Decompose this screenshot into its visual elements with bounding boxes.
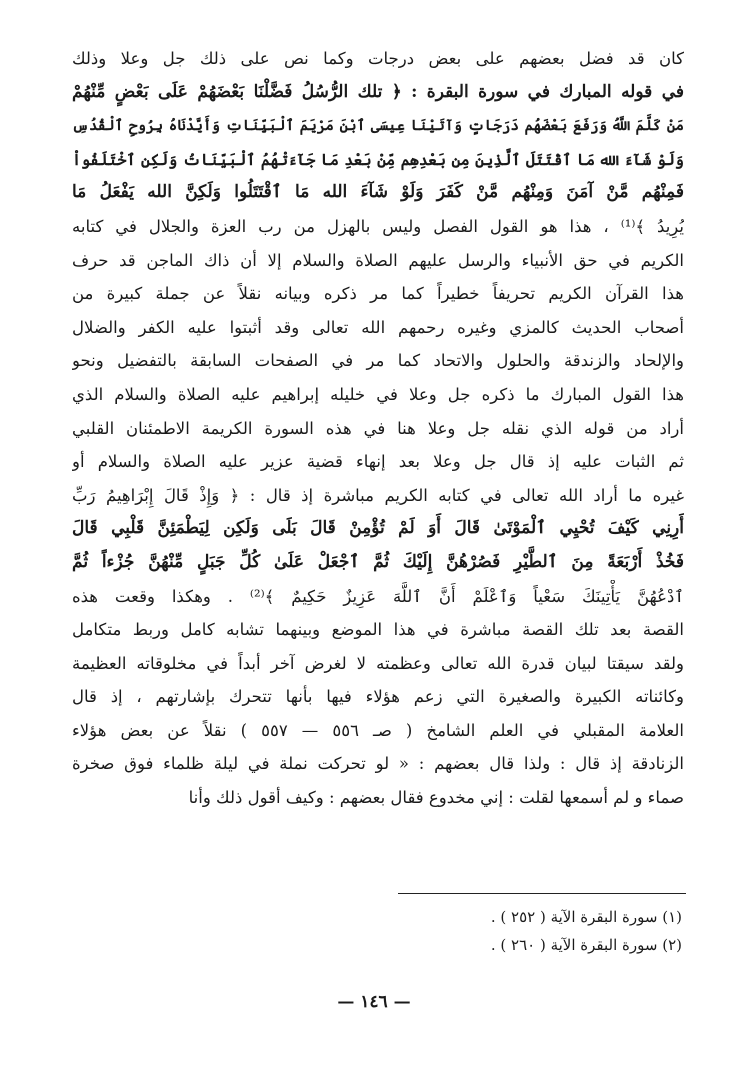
quran-verse-line: وَلَوْ شَآءَ الله مَا ٱقْتَتَلَ ٱلَّذِينَ مِن بَعْدِهِم مِّنْ بَعْدِ مَا جَآءَتْهُمُ ٱلْبَيِّنَاتُ وَلَكِنِ ٱخْتَلَفُواْ xyxy=(72,149,684,169)
quran-verse-line: فَخُذْ أَرْبَعَةً مِنَ ٱلطَّيْرِ فَصُرْهُنَّ إِلَيْكَ ثُمَّ ٱجْعَلْ عَلَىٰ كُلِّ جَبَلٍ مِّنْهُنَّ جُزْءاً ثُمَّ xyxy=(72,551,684,572)
text-line: أراد من قوله الذي نقله جل وعلا هنا في هذه السورة الكريمة الاطمئنان القلبي xyxy=(72,418,684,438)
text-line: العلامة المقبلي في العلم الشامخ ( صـ ٥٥٦ — ٥٥٧ ) نقلاً عن بعض هؤلاء xyxy=(72,720,684,740)
text-line: والإلحاد والزندقة والحلول والاتحاد كما مر في الصفحات السابقة بالتفضيل ونحو xyxy=(72,351,684,371)
page-number: — ١٤٦ — xyxy=(337,992,411,1012)
quran-verse-line: أَرِنِي كَيْفَ تُحْيِي ٱلْمَوْتَىٰ قَالَ أَوَ لَمْ تُؤْمِنْ قَالَ بَلَى وَلَكِن لِيَطْمَئِنَّ قَلْبِي قَالَ xyxy=(72,518,684,539)
text-line: أصحاب الحديث كالمزي وغيره رحمهم الله تعالى وقد أثبتوا عليه الكفر والضلال xyxy=(72,317,684,337)
quran-verse-line: في قوله المبارك في سورة البقرة : ﴿ تلك الرُّسُلُ فَضَّلْنَا بَعْضَهُمْ عَلَى بَعْضٍ مِّنْهُمْ xyxy=(72,81,684,102)
footnote-separator xyxy=(398,893,686,894)
text-line: ٱدْعُهُنَّ يَأْتِينَكَ سَعْياً وَٱعْلَمْ أَنَّ ٱللَّهَ عَزِيزٌ حَكِيمٌ ﴾⁽²⁾ . وهكذا وقعت هذه xyxy=(72,586,684,606)
footnote-2: (٢) سورة البقرة الآية ( ٢٦٠ ) . xyxy=(490,936,682,954)
text-line: ثم الثبات عليه إذ قال جل وعلا بعد إنهاء قضية عزير عليه الصلاة والسلام أو xyxy=(72,452,684,472)
text-line: كان قد فضل بعضهم على بعض درجات وكما نص على ذلك جل وعلا وذلك xyxy=(72,49,684,68)
text-line: هذا القرآن الكريم تحريفاً خطيراً كما مر ذكره وبيانه نقلاً عن جملة كبيرة من xyxy=(72,284,684,304)
quran-verse-line: مَنْ كَلَّمَ اللَّهُ وَرَفَعَ بَعْضَهُم دَرَجَاتٍ وَآتَيْنَا عِيسَى ٱبْنَ مَرْيَمَ ٱلْبَيِّنَاتِ وَأَيَّدْنَاهُ بِرُوحِ ٱلْقُدُسِ xyxy=(72,117,684,135)
text-line: الزنادقة إذ قال : ولذا قال بعضهم : « لو تحركت نملة في ليلة ظلماء فوق صخرة xyxy=(72,754,684,774)
text-line: غيره ما أراد الله تعالى في كتابه الكريم مباشرة إذ قال : ﴿ وَإِذْ قَالَ إِبْرَاهِيمُ رَبِّ xyxy=(72,485,684,505)
quran-verse-line: فَمِنْهُم مَّنْ آمَنَ وَمِنْهُم مَّنْ كَفَرَ وَلَوْ شَآءَ الله مَا ٱقْتَتَلُوا وَلَكِنَّ الله يَفْعَلُ مَا xyxy=(72,182,684,203)
text-line: ولقد سيقتا لبيان قدرة الله تعالى وعظمته لا لغرض آخر أبداً في مخلوقاته العظيمة xyxy=(72,653,684,673)
body-text xyxy=(72,42,684,815)
text-line: هذا القول المبارك ما ذكره جل وعلا في خليله إبراهيم عليه الصلاة والسلام الذي xyxy=(72,384,684,404)
text-line: وكائناته الكبيرة والصغيرة التي زعم هؤلاء فيها بأنها تتحرك بإشارتهم ، إذ قال xyxy=(72,687,684,707)
text-line: القصة بعد تلك القصة مباشرة في هذا الموضع وبينهما تشابه كامل وربط متكامل xyxy=(72,620,684,640)
text-line: يُرِيدُ ﴾⁽¹⁾ ، هذا هو القول الفصل وليس بالهزل من رب العزة والجلال في كتابه xyxy=(72,216,684,236)
text-line: صماء و لم أسمعها لقلت : إني مخدوع فقال بعضهم : وكيف أقول ذلك وأنا xyxy=(188,788,684,808)
footnote-1: (١) سورة البقرة الآية ( ٢٥٢ ) . xyxy=(490,908,682,926)
footnotes xyxy=(72,903,684,959)
text-line: الكريم في حق الأنبياء والرسل عليهم الصلاة والسلام إلا أن ذاك الماجن قد حرف xyxy=(72,250,684,270)
